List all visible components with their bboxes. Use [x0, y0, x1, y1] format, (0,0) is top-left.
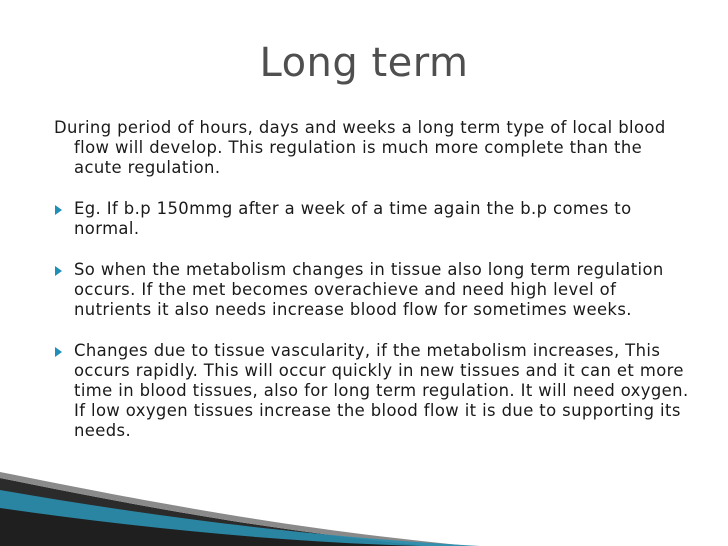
bullet-text-2: So when the metabolism changes in tissue also long term regulation occurs. If the met becomes overachieve and need high level of nutrients it also needs increase blood flow for sometimes weeks.: [74, 260, 664, 319]
bullet-item-1: [54, 199, 694, 239]
bullet-text-1: Eg. If b.p 150mmg after a week of a time again the b.p comes to normal.: [74, 199, 632, 238]
bullet-item-2: [54, 260, 694, 320]
triangle-right-icon: [55, 205, 62, 215]
intro-paragraph: During period of hours, days and weeks a long term type of local blood flow will develop. This regulation is much more complete than the acute regulation.: [54, 118, 666, 177]
triangle-right-icon: [55, 266, 62, 276]
decorative-swoosh: [0, 450, 728, 546]
slide-body: [54, 118, 694, 462]
bullet-item-3: [54, 341, 694, 441]
bullet-text-3: Changes due to tissue vascularity, if the metabolism increases, This occurs rapidly. This will occur quickly in new tissues and it can et more time in blood tissues, also for long term regulation. It will need oxygen. If low oxygen tissues increase the blood flow it is due to supporting its needs.: [74, 341, 689, 440]
slide-title: Long term: [259, 40, 469, 86]
triangle-right-icon: [55, 347, 62, 357]
